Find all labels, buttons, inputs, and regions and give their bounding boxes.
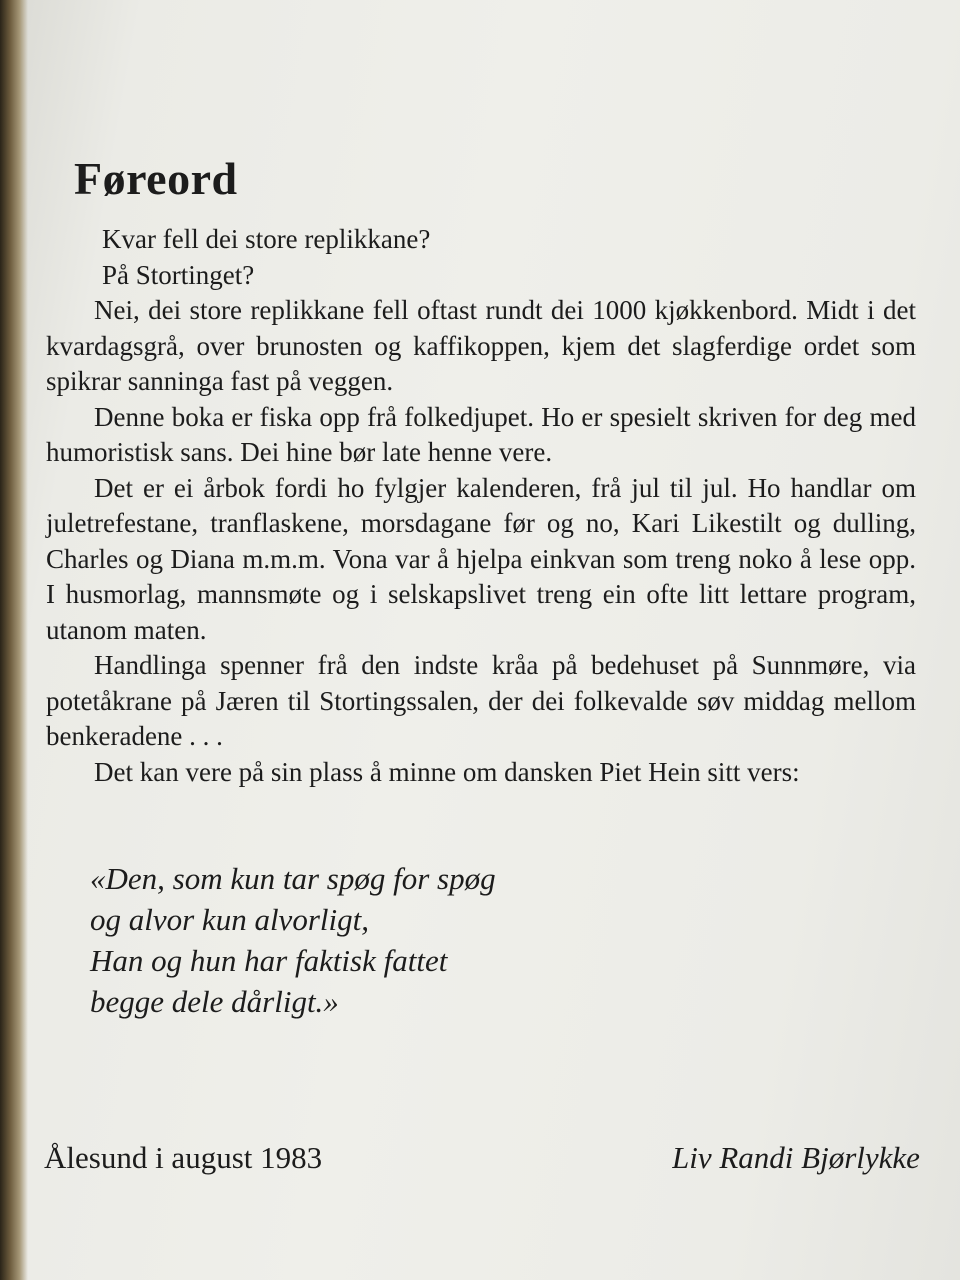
verse-line: begge dele dårligt.» <box>90 984 339 1019</box>
verse-line: Han og hun har faktisk fattet <box>90 943 448 978</box>
paragraph-plot: Handlinga spenner frå den indste kråa på bedehuset på Sunnmøre, via potetåkrane på Jæren til Stortingssalen, der dei folkevalde søv middag mellom benkeradene . . . <box>46 650 916 751</box>
verse-line: «Den, som kun tar spøg for spøg <box>90 861 496 896</box>
author-signature: Liv Randi Bjørlykke <box>672 1140 920 1175</box>
paragraph-calendar: Det er ei årbok fordi ho fylgjer kalenderen, frå jul til jul. Ho handlar om juletrefestane, tranflaskene, morsdagane før og no, Kari Likestilt og dulling, Charles og Diana m.m.m. Vona var å hjelpa einkvan som treng noko å lese opp. I husmorlag, mannsmøte og i selskapslivet treng ein ofte litt lettare program, utanom maten. <box>46 472 916 645</box>
place-and-date: Ålesund i august 1983 <box>44 1140 323 1175</box>
paragraph-piet-hein: Det kan vere på sin plass å minne om dansken Piet Hein sitt vers: <box>94 756 800 787</box>
paragraph-question-2: På Stortinget? <box>102 259 255 290</box>
foreword-body <box>46 222 916 790</box>
page-title: Føreord <box>74 153 238 204</box>
paragraph-question-1: Kvar fell dei store replikkane? <box>102 224 431 254</box>
verse-line: og alvor kun alvorligt, <box>90 902 369 937</box>
paragraph-kitchen-tables: Nei, dei store replikkane fell oftast rundt dei 1000 kjøkkenbord. Midt i det kvardagsgrå, over brunosten og kaffikoppen, kjem det slagferdige ordet som spikrar sanninga fast på veggen. <box>46 295 916 396</box>
verse-quote <box>90 858 650 1022</box>
paragraph-book-purpose: Denne boka er fiska opp frå folkedjupet. Ho er spesielt skriven for deg med humoristisk sans. Dei hine bør late henne vere. <box>46 401 916 467</box>
